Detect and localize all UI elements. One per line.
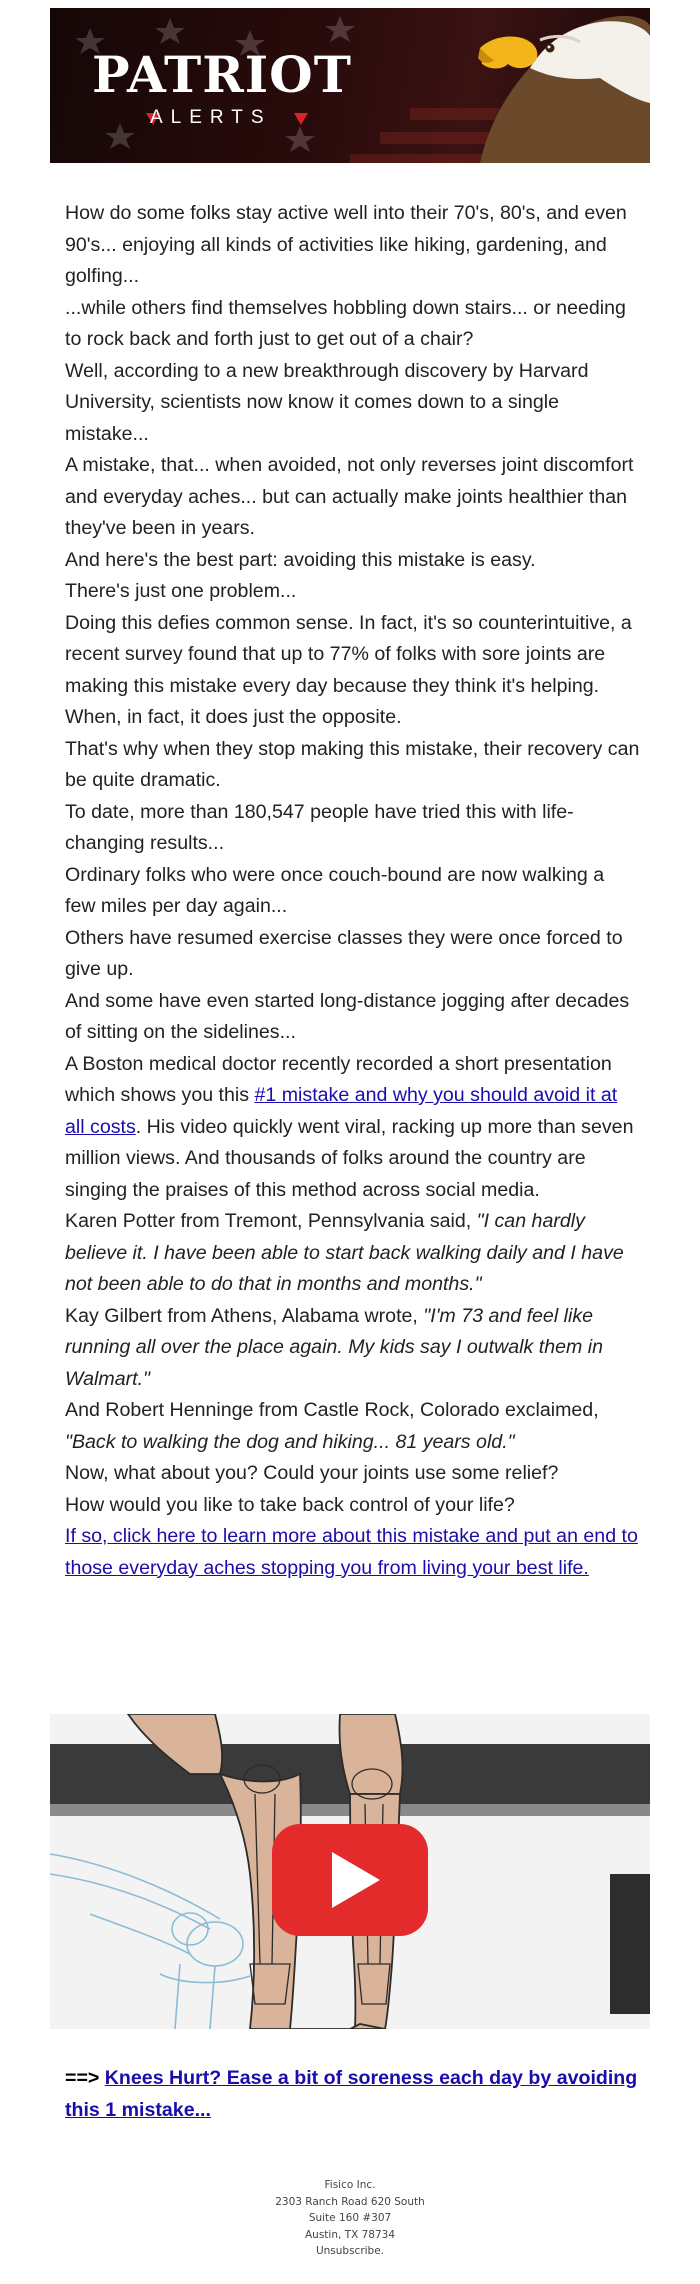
- final-paragraph: [65, 1521, 640, 1584]
- cta-block: [65, 2063, 640, 2126]
- testimonial-intro: And Robert Henninge from Castle Rock, Colorado exclaimed,: [65, 1399, 599, 1421]
- paragraph: ...while others find themselves hobbling down stairs... or needing to rock back and forth just to get out of a chair?: [65, 296, 626, 350]
- paragraph: How would you like to take back control of your life?: [65, 1493, 515, 1516]
- mistake-link[interactable]: #1 mistake and why you should avoid it at all costs: [65, 1084, 618, 1138]
- video-thumbnail[interactable]: [50, 1714, 650, 2029]
- paragraph: That's why when they stop making this mistake, their recovery can be quite dramatic.: [65, 737, 640, 791]
- patriot-alerts-banner: [50, 8, 650, 163]
- paragraph: To date, more than 180,547 people have tried this with life-changing results...: [65, 800, 574, 854]
- email-footer: [0, 2177, 700, 2260]
- testimonial-quote: "I'm 73 and feel like running all over the place again. My kids say I outwalk them in Walmart.": [65, 1304, 604, 1390]
- testimonial-intro: Kay Gilbert from Athens, Alabama wrote,: [65, 1304, 424, 1327]
- learn-more-link[interactable]: If so, click here to learn more about this mistake and put an end to those everyday aches stopping you from living your best life.: [65, 1525, 638, 1579]
- address-line-2: Suite 160 #307: [308, 2212, 392, 2224]
- testimonial-quote: "Back to walking the dog and hiking... 81 years old.": [65, 1430, 515, 1453]
- testimonial-kay: [65, 1301, 640, 1396]
- knee-illustration: [50, 1714, 650, 2029]
- address-line-3: Austin, TX 78734: [304, 2228, 396, 2241]
- paragraph: A mistake, that... when avoided, not only reverses joint discomfort and everyday aches... but can actually make joints healthier than they've been in years.: [65, 454, 634, 539]
- knees-hurt-link[interactable]: Knees Hurt? Ease a bit of soreness each day by avoiding this 1 mistake...: [65, 2067, 638, 2121]
- logo-right-triangle-icon: [294, 113, 308, 125]
- paragraph: Well, according to a new breakthrough discovery by Harvard University, scientists now know it comes down to a single mistake...: [65, 359, 589, 445]
- testimonial-quote: "I can hardly believe it. I have been able to start back walking daily and I have not been able to do that in months and months.": [65, 1210, 624, 1295]
- paragraph: How do some folks stay active well into their 70's, 80's, and even 90's... enjoying all kinds of activities like hiking, gardening, and golfing...: [65, 202, 627, 287]
- cta-arrow: ==>: [65, 2067, 100, 2089]
- paragraph-text: A Boston medical doctor recently recorded a short presentation which shows you this: [65, 1052, 612, 1106]
- paragraph: Others have resumed exercise classes they were once forced to give up.: [65, 926, 623, 980]
- article-body: [65, 198, 640, 1584]
- paragraph: There's just one problem...: [65, 580, 297, 602]
- testimonial-robert: [65, 1395, 640, 1458]
- play-icon: [272, 1824, 428, 1936]
- paragraph: And some have even started long-distance jogging after decades of sitting on the sidelines...: [65, 989, 630, 1043]
- paragraph: Doing this defies common sense. In fact, it's so counterintuitive, a recent survey found that up to 77% of folks with sore joints are making this mistake every day because they think it's helping. When, in fact, it does just the opposite.: [65, 611, 632, 728]
- eagle-icon: [420, 8, 650, 163]
- paragraph-text: . His video quickly went viral, racking up more than seven million views. And thousands of folks around the country are singing the praises of this method across social media.: [65, 1115, 634, 1201]
- logo-subtitle: ALERTS: [150, 107, 272, 128]
- testimonial-intro: Karen Potter from Tremont, Pennsylvania said,: [65, 1210, 477, 1232]
- logo-title: PATRIOT: [92, 45, 352, 104]
- address-line-1: 2303 Ranch Road 620 South: [275, 2195, 425, 2208]
- doctor-paragraph: [65, 1049, 640, 1207]
- unsubscribe-link[interactable]: Unsubscribe.: [315, 2245, 385, 2257]
- company-name: Fisico Inc.: [324, 2179, 376, 2191]
- paragraph: Ordinary folks who were once couch-bound are now walking a few miles per day again...: [65, 863, 605, 917]
- paragraph: And here's the best part: avoiding this mistake is easy.: [65, 548, 536, 571]
- testimonial-karen: [65, 1206, 640, 1301]
- paragraph: Now, what about you? Could your joints use some relief?: [65, 1462, 559, 1484]
